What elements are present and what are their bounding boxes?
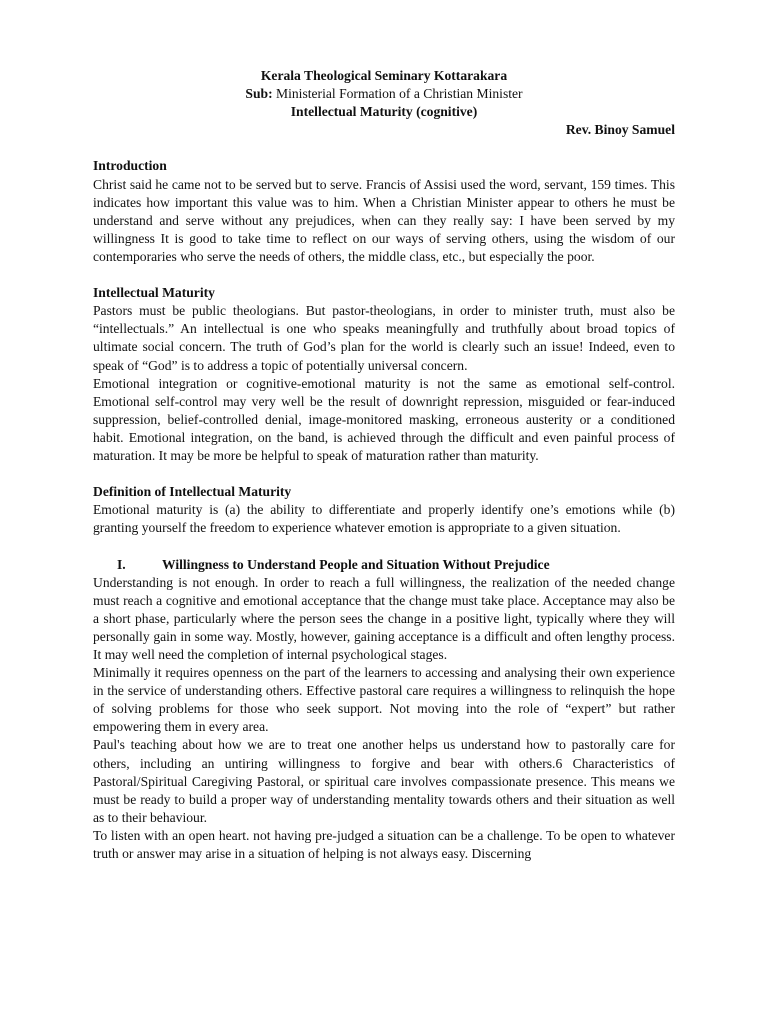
section-one-heading — [93, 556, 675, 574]
introduction-heading: Introduction — [93, 158, 167, 174]
topic-title: Intellectual Maturity (cognitive) — [290, 104, 478, 120]
definition-paragraph: Emotional maturity is (a) the ability to differentiate and properly identify one’s emotions while (b) granting yourself the freedom to experience whatever emotion is appropriate to a given situation. — [93, 502, 675, 536]
intellectual-maturity-paragraph-2: Emotional integration or cognitive-emotional maturity is not the same as emotional self-control. Emotional self-control may very well be the result of downright repression, misguided or fear-induced suppression, belief-controlled denial, image-monitored masking, erroneous austerity or a conditioned habit. Emotional integration, on the band, is achieved through the difficult and even painful process of maturation. It may be more be helpful to speak of maturation rather than maturity. — [93, 375, 675, 463]
section-one-paragraph-2: Minimally it requires openness on the part of the learners to accessing and analysing their own experience in the service of understanding others. Effective pastoral care requires a willingness to relinquish the hope of solving problems for those who seek support. Not moving into the role of “expert” but rather empowering them in every area. — [93, 665, 675, 735]
section-one-paragraph-1: Understanding is not enough. In order to reach a full willingness, the realization of the needed change must reach a cognitive and emotional acceptance that the change must take place. Acceptance may also be a short phase, particularly where the person sees the change in a positive light, typically where they will personally gain in some way. Mostly, however, gaining acceptance is a difficult and often lengthy process. It may well need the completion of internal psychological stages. — [93, 574, 675, 662]
author-name: Rev. Binoy Samuel — [565, 122, 675, 138]
section-one-paragraph-4: To listen with an open heart. not having pre-judged a situation can be a challenge. To be open to whatever truth or answer may arise in a situation of helping is not always easy. Discerning — [93, 827, 675, 862]
definition-heading: Definition of Intellectual Maturity — [93, 484, 292, 500]
section-one-paragraph-3: Paul's teaching about how we are to treat one another helps us understand how to pastorally care for others, including an untiring willingness to forgive and bear with others.6 Characteristics of Pastoral/Spiritual Caregiving Pastoral, or spiritual care involves compassionate presence. This means we must be ready to build a proper way of understanding mentality towards others and their situation as well as to their behaviour. — [93, 737, 675, 825]
section-one-title: Willingness to Understand People and Situation Without Prejudice — [162, 556, 550, 572]
introduction-paragraph: Christ said he came not to be served but to serve. Francis of Assisi used the word, servant, 159 times. This indicates how important this value was to him. When a Christian Minister appear to others he must be understand and serve without any prejudices, when can they really say: I have been served by my willingness It is good to take time to reflect on our ways of serving others, using the wisdom of our contemporaries who serve the needs of others, the middle class, etc., but especially the poor. — [93, 176, 675, 264]
subject-text: Ministerial Formation of a Christian Minister — [272, 86, 523, 102]
intellectual-maturity-paragraph-1: Pastors must be public theologians. But pastor-theologians, in order to minister truth, must also be “intellectuals.” An intellectual is one who speaks meaningfully and truthfully about broad topics of ultimate social concern. The truth of God’s plan for the world is clearly such an issue! Indeed, even to speak of “God” is to address a topic of potentially universal concern. — [93, 303, 675, 373]
document-page — [93, 67, 675, 863]
section-one-number: I. — [117, 556, 126, 572]
intellectual-maturity-heading: Intellectual Maturity — [93, 285, 215, 301]
subject-line — [93, 85, 675, 103]
institution-title: Kerala Theological Seminary Kottarakara — [260, 68, 508, 83]
subject-label: Sub: — [245, 86, 273, 102]
